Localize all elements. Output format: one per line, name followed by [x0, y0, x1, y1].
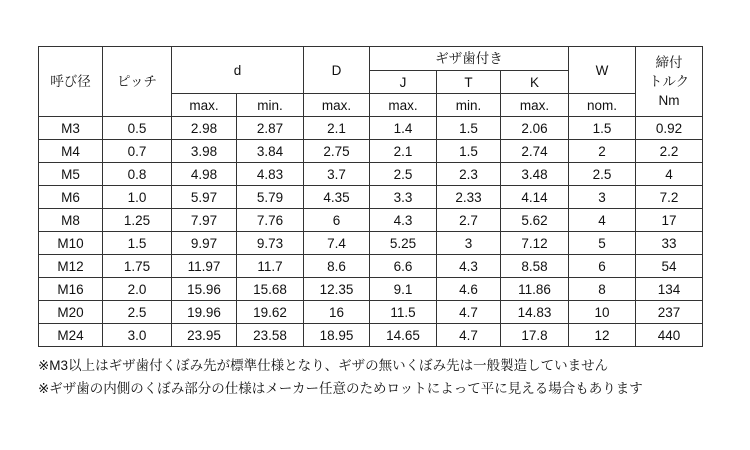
cell-nominal: M6: [39, 186, 103, 209]
cell-d-min: 19.62: [237, 301, 304, 324]
table-row: [39, 278, 703, 301]
cell-T-min: 3: [437, 232, 501, 255]
cell-d-min: 3.84: [237, 140, 304, 163]
cell-pitch: 0.7: [103, 140, 172, 163]
cell-T-min: 2.3: [437, 163, 501, 186]
cell-J-max: 2.5: [370, 163, 437, 186]
cell-J-max: 11.5: [370, 301, 437, 324]
cell-torque: 4: [636, 163, 703, 186]
cell-T-min: 4.7: [437, 324, 501, 347]
cell-W-nom: 2: [569, 140, 636, 163]
cell-T-min: 1.5: [437, 140, 501, 163]
header-J: J: [370, 71, 437, 94]
cell-J-max: 9.1: [370, 278, 437, 301]
cell-K-max: 2.74: [501, 140, 569, 163]
cell-d-max: 15.96: [172, 278, 237, 301]
cell-nominal: M5: [39, 163, 103, 186]
cell-nominal: M10: [39, 232, 103, 255]
cell-torque: 440: [636, 324, 703, 347]
cell-d-max: 2.98: [172, 117, 237, 140]
cell-W-nom: 6: [569, 255, 636, 278]
cell-J-max: 6.6: [370, 255, 437, 278]
cell-d-max: 23.95: [172, 324, 237, 347]
cell-K-max: 2.06: [501, 117, 569, 140]
cell-K-max: 3.48: [501, 163, 569, 186]
cell-d-min: 5.79: [237, 186, 304, 209]
cell-K-max: 4.14: [501, 186, 569, 209]
header-nominal-size: 呼び径: [39, 47, 103, 117]
table-row: [39, 232, 703, 255]
cell-J-max: 14.65: [370, 324, 437, 347]
cell-pitch: 1.25: [103, 209, 172, 232]
cell-d-max: 11.97: [172, 255, 237, 278]
header-d: d: [172, 47, 304, 94]
cell-torque: 54: [636, 255, 703, 278]
header-D-max: max.: [304, 94, 370, 117]
cell-pitch: 2.0: [103, 278, 172, 301]
cell-T-min: 4.7: [437, 301, 501, 324]
cell-pitch: 0.5: [103, 117, 172, 140]
cell-K-max: 7.12: [501, 232, 569, 255]
cell-d-min: 11.7: [237, 255, 304, 278]
header-J-max: max.: [370, 94, 437, 117]
footnote-standard-spec: ※M3以上はギザ歯付くぼみ先が標準仕様となり、ギザの無いくぼみ先は一般製造していません: [38, 358, 609, 373]
header-D: D: [304, 47, 370, 94]
cell-J-max: 4.3: [370, 209, 437, 232]
cell-torque: 237: [636, 301, 703, 324]
cell-W-nom: 2.5: [569, 163, 636, 186]
cell-d-max: 4.98: [172, 163, 237, 186]
cell-d-min: 23.58: [237, 324, 304, 347]
table-row: [39, 117, 703, 140]
header-torque-unit: Nm: [658, 93, 680, 108]
cell-K-max: 14.83: [501, 301, 569, 324]
cell-pitch: 1.0: [103, 186, 172, 209]
cell-d-min: 2.87: [237, 117, 304, 140]
cell-D-max: 2.1: [304, 117, 370, 140]
cell-d-max: 7.97: [172, 209, 237, 232]
cell-nominal: M3: [39, 117, 103, 140]
header-T: T: [437, 71, 501, 94]
cell-T-min: 1.5: [437, 117, 501, 140]
table-row: [39, 163, 703, 186]
header-d-min: min.: [237, 94, 304, 117]
cell-D-max: 6: [304, 209, 370, 232]
cell-d-max: 3.98: [172, 140, 237, 163]
header-torque-line1: 締付: [655, 55, 683, 70]
cell-nominal: M24: [39, 324, 103, 347]
spec-sheet: [38, 46, 703, 347]
cell-pitch: 3.0: [103, 324, 172, 347]
cell-torque: 0.92: [636, 117, 703, 140]
cell-W-nom: 5: [569, 232, 636, 255]
cell-d-max: 19.96: [172, 301, 237, 324]
cell-nominal: M20: [39, 301, 103, 324]
cell-K-max: 8.58: [501, 255, 569, 278]
cell-D-max: 7.4: [304, 232, 370, 255]
cell-J-max: 2.1: [370, 140, 437, 163]
cell-D-max: 3.7: [304, 163, 370, 186]
cell-K-max: 17.8: [501, 324, 569, 347]
cell-torque: 17: [636, 209, 703, 232]
cell-torque: 134: [636, 278, 703, 301]
cell-W-nom: 10: [569, 301, 636, 324]
table-row: [39, 301, 703, 324]
header-W-nom: nom.: [569, 94, 636, 117]
cell-torque: 7.2: [636, 186, 703, 209]
cell-J-max: 3.3: [370, 186, 437, 209]
cell-D-max: 18.95: [304, 324, 370, 347]
cell-d-min: 7.76: [237, 209, 304, 232]
cell-W-nom: 3: [569, 186, 636, 209]
table-row: [39, 209, 703, 232]
header-K: K: [501, 71, 569, 94]
cell-D-max: 12.35: [304, 278, 370, 301]
cell-torque: 33: [636, 232, 703, 255]
cell-pitch: 1.75: [103, 255, 172, 278]
cell-J-max: 1.4: [370, 117, 437, 140]
cell-T-min: 2.7: [437, 209, 501, 232]
cell-W-nom: 8: [569, 278, 636, 301]
cell-T-min: 4.6: [437, 278, 501, 301]
footnote-cup-shape: ※ギザ歯の内側のくぼみ部分の仕様はメーカー任意のためロットによって平に見える場合もあります: [38, 381, 643, 396]
table-row: [39, 255, 703, 278]
cell-torque: 2.2: [636, 140, 703, 163]
cell-nominal: M16: [39, 278, 103, 301]
cell-D-max: 4.35: [304, 186, 370, 209]
header-d-max: max.: [172, 94, 237, 117]
cell-d-min: 4.83: [237, 163, 304, 186]
cell-pitch: 2.5: [103, 301, 172, 324]
table-row: [39, 186, 703, 209]
cell-T-min: 2.33: [437, 186, 501, 209]
header-T-min: min.: [437, 94, 501, 117]
footnotes: [38, 354, 643, 400]
header-knurled: ギザ歯付き: [370, 47, 569, 71]
table-row: [39, 324, 703, 347]
cell-T-min: 4.3: [437, 255, 501, 278]
cell-d-max: 9.97: [172, 232, 237, 255]
header-torque-line2: トルク: [648, 74, 690, 89]
cell-W-nom: 12: [569, 324, 636, 347]
cell-nominal: M12: [39, 255, 103, 278]
cell-d-min: 9.73: [237, 232, 304, 255]
cell-d-min: 15.68: [237, 278, 304, 301]
cell-K-max: 11.86: [501, 278, 569, 301]
cell-pitch: 0.8: [103, 163, 172, 186]
table-row: [39, 140, 703, 163]
cell-D-max: 16: [304, 301, 370, 324]
header-pitch: ピッチ: [103, 47, 172, 117]
header-torque: [636, 47, 703, 117]
cell-nominal: M8: [39, 209, 103, 232]
header-K-max: max.: [501, 94, 569, 117]
cell-d-max: 5.97: [172, 186, 237, 209]
header-W: W: [569, 47, 636, 94]
cell-nominal: M4: [39, 140, 103, 163]
cell-W-nom: 1.5: [569, 117, 636, 140]
cell-D-max: 8.6: [304, 255, 370, 278]
cell-K-max: 5.62: [501, 209, 569, 232]
cell-J-max: 5.25: [370, 232, 437, 255]
cell-W-nom: 4: [569, 209, 636, 232]
dimension-table: [38, 46, 703, 347]
cell-D-max: 2.75: [304, 140, 370, 163]
cell-pitch: 1.5: [103, 232, 172, 255]
